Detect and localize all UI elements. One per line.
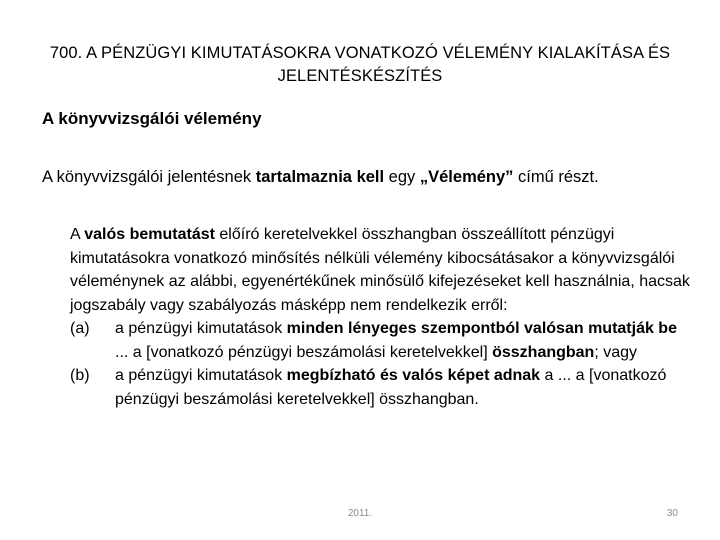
item-b-text-1: a pénzügyi kimutatások: [115, 367, 287, 384]
page-number: 30: [666, 508, 678, 519]
item-a-bold-1: minden lényeges szempontból valósan mutatják be: [286, 320, 677, 337]
item-a-text-3: ; vagy: [594, 343, 638, 361]
paragraph-bold-1: valós bemutatást: [84, 226, 215, 243]
item-a-bold-2: összhangban: [492, 343, 595, 361]
item-b-bold-1: megbízható és valós képet adnak: [286, 367, 541, 384]
slide-title-line-1: 700. A PÉNZÜGYI KIMUTATÁSOKRA VONATKOZÓ VÉLEMÉNY KIALAKÍTÁSA ÉS: [49, 44, 671, 62]
intro-text-1: A könyvvizsgálói jelentésnek: [42, 168, 256, 186]
intro-text-3: című részt.: [513, 168, 599, 186]
item-b-text-2: a ... a [vonatkozó pénzügyi beszámolási keretelvekkel] összhangban.: [115, 367, 667, 408]
list-item-a: [70, 317, 690, 364]
intro-text-2: egy: [384, 168, 420, 186]
slide-title: [40, 42, 680, 88]
list-marker-a: (a): [70, 320, 90, 337]
list-marker-b: (b): [70, 367, 90, 384]
section-subheading: A könyvvizsgálói vélemény: [42, 109, 262, 128]
list-item-b: [70, 364, 690, 411]
intro-bold-2: „Vélemény”: [419, 168, 514, 186]
item-a-text-1: a pénzügyi kimutatások: [115, 320, 287, 337]
body-paragraph: [70, 223, 690, 411]
footer-date: 2011.: [347, 508, 373, 519]
intro-bold-1: tartalmaznia kell: [255, 168, 385, 186]
paragraph-text-1: A: [70, 226, 85, 243]
body-paragraph-text: [70, 223, 690, 317]
slide-title-line-2: JELENTÉSKÉSZÍTÉS: [277, 67, 443, 85]
item-a-text-2: ... a [vonatkozó pénzügyi beszámolási keretelvekkel]: [115, 343, 493, 361]
paragraph-text-2: előíró keretelvekkel összhangban összeállított pénzügyi kimutatásokra vonatkozó minősítés nélküli vélemény kibocsátásakor a könyvvizsgálói véleménynek az alábbi, egyenértékűnek minősülő kifejezéseket kell használnia, hacsak jogszabály vagy szabályozás másképp nem rendelkezik erről:: [70, 226, 690, 314]
intro-sentence: [42, 166, 702, 188]
